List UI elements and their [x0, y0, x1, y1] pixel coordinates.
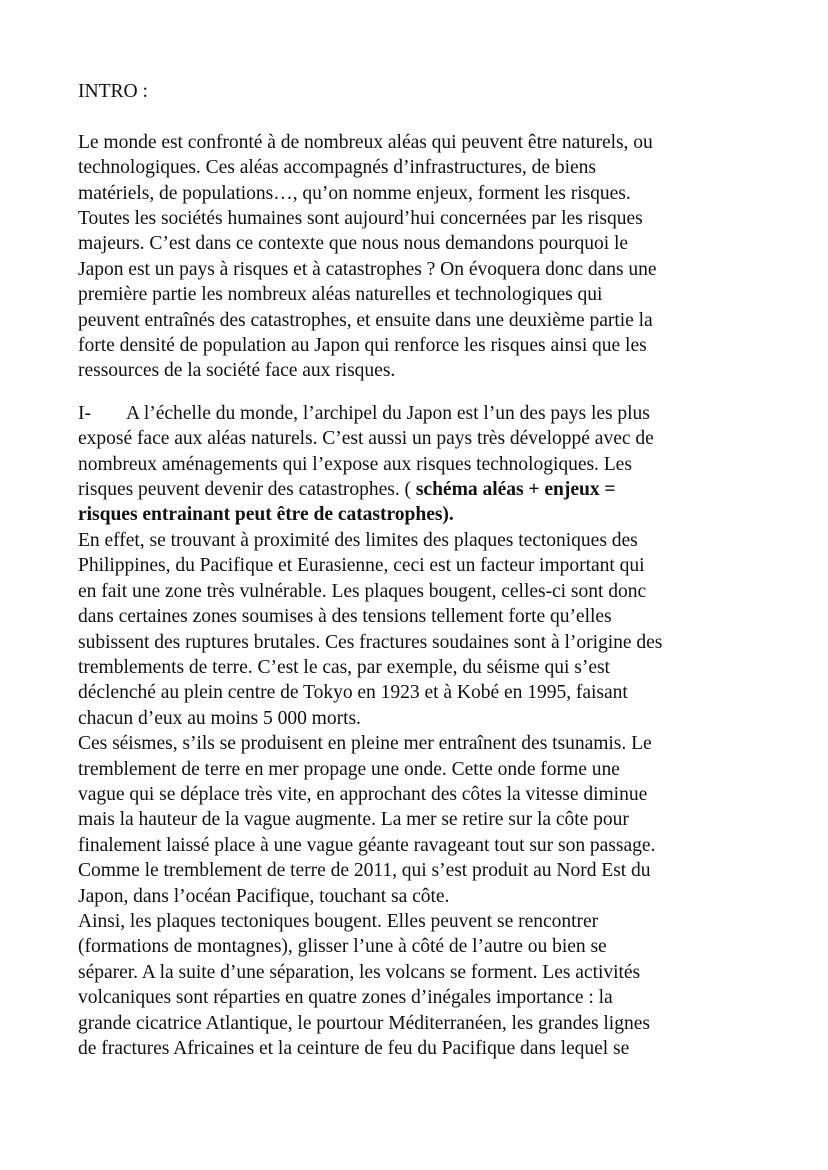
text-line: mais la hauteur de la vague augmente. La mer se retire sur la côte pour	[78, 809, 629, 831]
text-line: majeurs. C’est dans ce contexte que nous nous demandons pourquoi le	[78, 233, 629, 255]
text-line: Philippines, du Pacifique et Eurasienne, ceci est un facteur important qui	[78, 555, 645, 577]
text-line: Toutes les sociétés humaines sont aujourd’hui concernées par les risques	[78, 208, 643, 230]
text-line: En effet, se trouvant à proximité des limites des plaques tectoniques des	[78, 529, 638, 551]
text-line: séparer. A la suite d’une séparation, les volcans se forment. Les activités	[78, 961, 641, 983]
paragraph-plates	[78, 528, 778, 731]
text-line: en fait une zone très vulnérable. Les plaques bougent, celles-ci sont donc	[78, 580, 647, 602]
text-line: vague qui se déplace très vite, en approchant des côtes la vitesse diminue	[78, 783, 648, 805]
text-line: forte densité de population au Japon qui renforce les risques ainsi que les	[78, 335, 647, 357]
bold-schema-text: risques entrainant peut être de catastrophes).	[78, 504, 454, 526]
text-line: Le monde est confronté à de nombreux aléas qui peuvent être naturels, ou	[78, 131, 653, 153]
section-first-line: A l’échelle du monde, l’archipel du Japon est l’un des pays les plus	[126, 402, 650, 424]
bold-schema-text: schéma aléas + enjeux =	[415, 479, 616, 501]
text-line	[78, 401, 778, 426]
text-line: dans certaines zones soumises à des tensions tellement forte qu’elles	[78, 606, 612, 628]
text-line: ressources de la société face aux risques.	[78, 360, 396, 382]
text-line: matériels, de populations…, qu’on nomme enjeux, forment les risques.	[78, 182, 631, 204]
text-line: technologiques. Ces aléas accompagnés d’infrastructures, de biens	[78, 157, 596, 179]
text-line: tremblement de terre en mer propage une onde. Cette onde forme une	[78, 758, 620, 780]
text-line: exposé face aux aléas naturels. C’est aussi un pays très développé avec de	[78, 428, 654, 450]
text-line: volcaniques sont réparties en quatre zones d’inégales importance : la	[78, 987, 613, 1009]
text-line: Comme le tremblement de terre de 2011, qui s’est produit au Nord Est du	[78, 860, 651, 882]
section-number: I-	[78, 402, 91, 424]
text-line: première partie les nombreux aléas naturelles et technologiques qui	[78, 284, 603, 306]
text-line: subissent des ruptures brutales. Ces fractures soudaines sont à l’origine des	[78, 631, 663, 653]
text-line: de fractures Africaines et la ceinture de feu du Pacifique dans lequel se	[78, 1038, 630, 1060]
intro-paragraph	[78, 130, 778, 384]
intro-heading: INTRO :	[78, 81, 148, 102]
plain-text: risques peuvent devenir des catastrophes. (	[78, 479, 416, 501]
text-line	[78, 502, 778, 527]
section-1-intro	[78, 401, 778, 528]
text-line: grande cicatrice Atlantique, le pourtour Méditerranéen, les grandes lignes	[78, 1012, 650, 1034]
text-line: peuvent entraînés des catastrophes, et ensuite dans une deuxième partie la	[78, 309, 653, 331]
text-line: déclenché au plein centre de Tokyo en 1923 et à Kobé en 1995, faisant	[78, 682, 628, 704]
text-line: chacun d’eux au moins 5 000 morts.	[78, 707, 361, 729]
text-line: (formations de montagnes), glisser l’une à côté de l’autre ou bien se	[78, 936, 607, 958]
text-line: Japon est un pays à risques et à catastrophes ? On évoquera donc dans une	[78, 258, 657, 280]
text-line: Ces séismes, s’ils se produisent en pleine mer entraînent des tsunamis. Le	[78, 733, 652, 755]
text-line: tremblements de terre. C’est le cas, par exemple, du séisme qui s’est	[78, 656, 610, 678]
text-line: nombreux aménagements qui l’expose aux risques technologiques. Les	[78, 453, 632, 475]
paragraph-volcanoes	[78, 909, 778, 1061]
spacer	[78, 384, 778, 401]
document-page	[78, 79, 778, 1061]
text-line	[78, 477, 778, 502]
text-line: Japon, dans l’océan Pacifique, touchant sa côte.	[78, 885, 450, 907]
text-line: Ainsi, les plaques tectoniques bougent. Elles peuvent se rencontrer	[78, 910, 599, 932]
paragraph-tsunami	[78, 731, 778, 909]
spacer	[78, 104, 778, 129]
text-line: finalement laissé place à une vague géante ravageant tout sur son passage.	[78, 834, 656, 856]
